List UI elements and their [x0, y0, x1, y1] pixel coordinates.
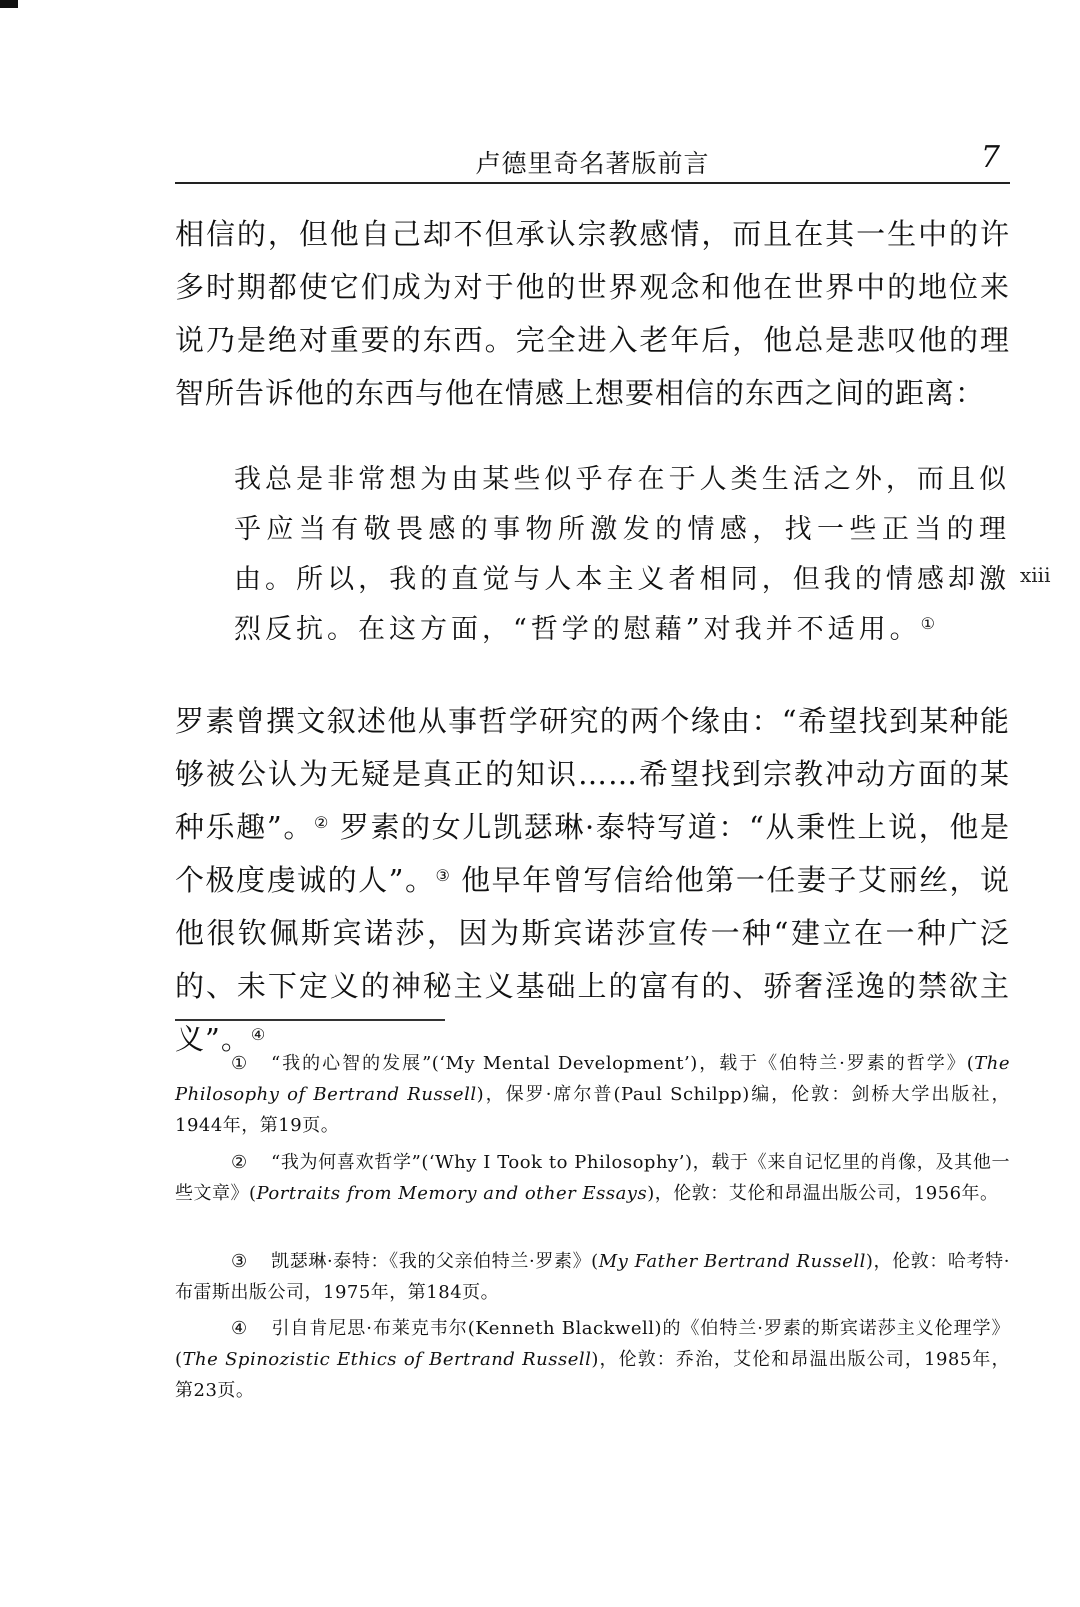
footnote-ref-1[interactable]: ① [920, 614, 935, 633]
footnote-2-number: ② [231, 1152, 248, 1173]
margin-page-reference: xiii [1020, 563, 1051, 587]
footnote-2 [175, 1147, 1010, 1209]
footnote-2-title-italic: Portraits from Memory and other Essays [256, 1183, 648, 1204]
footnote-4-text-post: )，伦敦：乔治，艾伦和昂温出版公司，1985年，第23页。 [175, 1349, 1010, 1401]
footnote-4-title-italic: The Spinozistic Ethics of Bertrand Russell [182, 1349, 592, 1370]
footnote-ref-4[interactable]: ④ [250, 1025, 266, 1044]
footnote-3-text-post: )，伦敦：哈考特·布雷斯出版公司，1975年，第184页。 [175, 1251, 1010, 1303]
page-header [175, 140, 1010, 184]
body-paragraph-2 [175, 695, 1010, 1066]
footnote-3-title-italic: My Father Bertrand Russell [598, 1251, 866, 1272]
scan-corner-mark [0, 0, 18, 8]
paragraph-2-part-1: 罗素曾撰文叙述他从事哲学研究的两个缘由：“希望找到某种能够被公认为无疑是真正的知识……希望找到宗教冲动方面的某种乐趣”。 [175, 704, 1010, 844]
footnote-4-text-pre: 引自肯尼思·布莱克韦尔(Kenneth Blackwell)的《伯特兰·罗素的斯宾诺莎主义伦理学》( [175, 1318, 1010, 1370]
footnote-1-text-pre: “我的心智的发展”(‘My Mental Development’)，载于《伯特兰·罗素的哲学》( [271, 1053, 975, 1074]
paragraph-2-part-2: 罗素的女儿凯瑟琳·泰特写道：“从秉性上说，他是个极度虔诚的人”。 [175, 810, 1011, 897]
footnote-3-text-pre: 凯瑟琳·泰特：《我的父亲伯特兰·罗素》( [271, 1251, 599, 1272]
footnote-3 [175, 1246, 1010, 1308]
footnote-divider [175, 1019, 445, 1021]
paragraph-2-part-3: 他早年曾写信给他第一任妻子艾丽丝，说他很钦佩斯宾诺莎，因为斯宾诺莎宣传一种“建立在一种广泛的、未下定义的神秘主义基础上的富有的、骄奢淫逸的禁欲主义”。 [175, 863, 1011, 1056]
block-quote-text: 我总是非常想为由某些似乎存在于人类生活之外，而且似乎应当有敬畏感的事物所激发的情感，找一些正当的理由。所以，我的直觉与人本主义者相同，但我的情感却激烈反抗。在这方面，“哲学的慰藉”对我并不适用。 [234, 464, 1010, 645]
block-quote [234, 455, 1010, 655]
footnote-1-text-post: )，保罗·席尔普(Paul Schilpp)编，伦敦：剑桥大学出版社，1944年，第19页。 [175, 1084, 1010, 1136]
footnote-ref-3[interactable]: ③ [435, 866, 451, 885]
footnote-3-number: ③ [231, 1251, 248, 1272]
body-paragraph-1: 相信的，但他自己却不但承认宗教感情，而且在其一生中的许多时期都使它们成为对于他的世界观念和他在世界中的地位来说乃是绝对重要的东西。完全进入老年后，他总是悲叹他的理智所告诉他的东西与他在情感上想要相信的东西之间的距离： [175, 217, 1010, 410]
running-title: 卢德里奇名著版前言 [475, 149, 710, 178]
footnote-2-text-post: )，伦敦：艾伦和昂温出版公司，1956年。 [647, 1183, 999, 1204]
page-number: 7 [980, 140, 1000, 175]
footnote-ref-2[interactable]: ② [314, 813, 330, 832]
footnote-1 [175, 1048, 1010, 1141]
footnote-2-text-pre: “我为何喜欢哲学”(‘Why I Took to Philosophy’)，载于《来自记忆里的肖像，及其他一些文章》( [175, 1152, 1010, 1204]
footnote-1-title-italic: The Philosophy of Bertrand Russell [175, 1053, 1010, 1105]
footnote-4 [175, 1313, 1010, 1406]
footnote-4-number: ④ [231, 1318, 248, 1339]
footnote-1-number: ① [231, 1053, 248, 1074]
